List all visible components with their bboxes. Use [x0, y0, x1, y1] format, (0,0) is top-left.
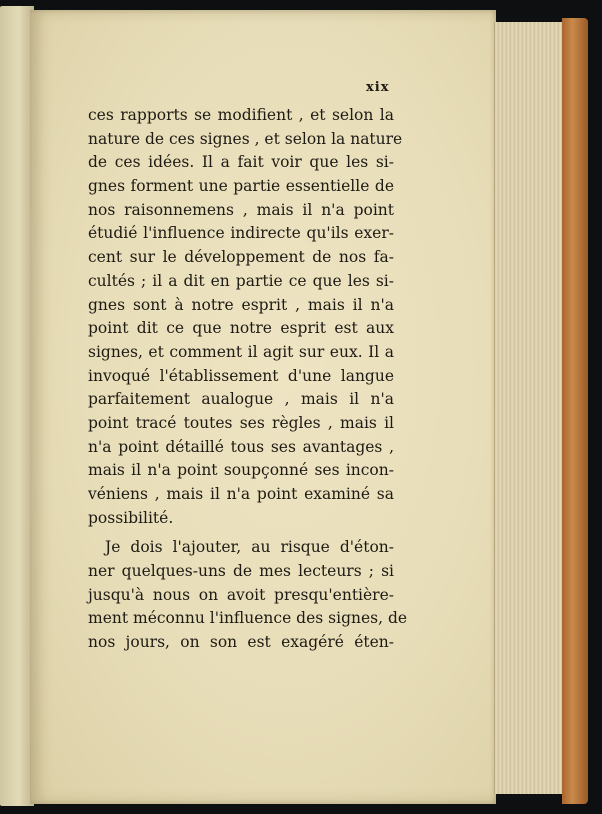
text-line: parfaitement aualogue , mais il n'a: [88, 390, 394, 409]
text-line: nos jours, on son est exagéré éten-: [88, 633, 394, 652]
text-line: gnes sont à notre esprit , mais il n'a: [88, 295, 394, 314]
page-number: xix: [366, 80, 390, 95]
text-line: point dit ce que notre esprit est aux: [88, 319, 394, 338]
text-line: ment méconnu l'influence des signes, de: [88, 609, 408, 628]
page-block-edges: [494, 22, 569, 794]
text-line: ces rapports se modifient , et selon la: [88, 106, 394, 124]
text-line: Je dois l'ajouter, au risque d'éton-: [105, 538, 394, 557]
leather-cover-edge: [562, 18, 588, 804]
text-line: mais il n'a point soupçonné ses incon-: [88, 461, 394, 480]
text-line: véniens , mais il n'a point examiné sa: [88, 485, 394, 503]
text-line: cultés ; il a dit en partie ce que les si-: [88, 271, 394, 290]
text-line: cent sur le développement de nos fa-: [88, 248, 394, 267]
text-line: jusqu'à nous on avoit presqu'entière-: [88, 585, 394, 604]
text-line: étudié l'influence indirecte qu'ils exer-: [88, 224, 394, 243]
text-line: nos raisonnemens , mais il n'a point: [88, 200, 394, 219]
text-line: possibilité.: [88, 508, 174, 527]
facing-page-edge: [0, 6, 34, 806]
text-line: point tracé toutes ses règles , mais il: [88, 413, 394, 432]
text-line: de ces idées. Il a fait voir que les si-: [88, 153, 394, 172]
paragraph: [88, 104, 403, 530]
body-text: [88, 104, 408, 655]
text-line: nature de ces signes , et selon la nature: [88, 129, 403, 148]
paragraph: [88, 536, 408, 654]
text-line: gnes forment une partie essentielle de: [88, 177, 394, 196]
text-line: n'a point détaillé tous ses avantages ,: [88, 437, 394, 456]
text-line: signes, et comment il agit sur eux. Il a: [88, 342, 394, 361]
text-line: invoqué l'établissement d'une langue: [88, 366, 394, 385]
text-line: ner quelques-uns de mes lecteurs ; si: [88, 562, 394, 581]
